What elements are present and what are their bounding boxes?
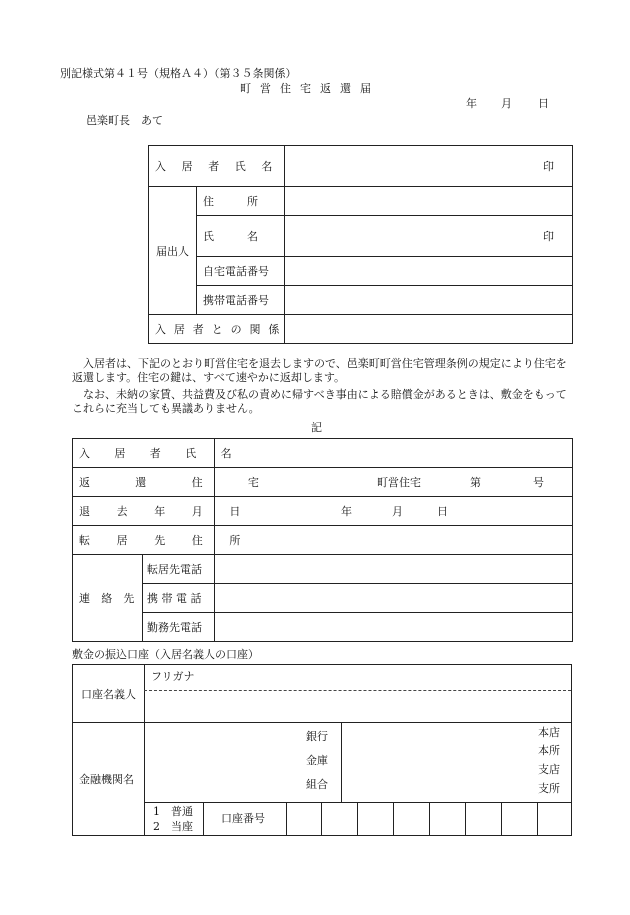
page-title: 町 営 住 宅 返 還 届: [240, 82, 374, 95]
account-digit-box[interactable]: [358, 803, 393, 835]
mobile-phone-field[interactable]: [285, 286, 573, 315]
date-month-label: 月: [501, 97, 512, 110]
house-go: 号: [533, 476, 545, 489]
applicant-table: [148, 145, 573, 344]
detail-resident-name-field[interactable]: [215, 439, 573, 468]
relation-label: 入 居 者 と の 関 係: [149, 315, 285, 344]
ki-label: 記: [311, 421, 322, 434]
new-phone-label: 転居先電話: [143, 555, 215, 584]
furigana-field[interactable]: [145, 665, 571, 690]
leave-date-field[interactable]: [215, 497, 573, 526]
contact-mobile-label: 携 帯 電 話: [143, 584, 215, 613]
leave-year: 年: [341, 505, 353, 518]
account-digit-box[interactable]: [466, 803, 501, 835]
mobile-phone-label: 携帯電話番号: [197, 286, 285, 315]
address-field[interactable]: [285, 187, 573, 216]
account-number-label: 口座番号: [221, 812, 265, 825]
bank-type-2: 金庫: [306, 754, 328, 767]
account-digit-box[interactable]: [430, 803, 465, 835]
contact-label: 連 絡 先: [73, 555, 143, 642]
date-year-label: 年: [466, 97, 477, 110]
name-field[interactable]: [285, 216, 573, 257]
contact-mobile-field[interactable]: [215, 584, 573, 613]
detail-table: [72, 438, 573, 642]
bank-table: [72, 664, 572, 836]
seal-mark: 印: [543, 160, 554, 173]
branch-type-3: 支店: [538, 763, 560, 776]
branch-name-field[interactable]: [342, 723, 571, 802]
holder-label: 口座名義人: [81, 688, 136, 701]
account-digit-box[interactable]: [502, 803, 537, 835]
home-phone-label: 自宅電話番号: [197, 257, 285, 286]
relation-field[interactable]: [285, 315, 573, 344]
bank-type-3: 組合: [306, 778, 328, 791]
account-digit-box[interactable]: [322, 803, 357, 835]
addressee: 邑楽町長 あて: [86, 114, 163, 127]
form-identifier: 別記様式第４１号（規格Ａ４）（第３５条関係）: [60, 67, 297, 80]
name-label: 氏 名: [197, 216, 285, 257]
bank-type-1: 銀行: [306, 730, 328, 743]
account-type-2[interactable]: 2 当座: [153, 820, 193, 833]
statement-paragraph-1: 入居者は、下記のとおり町営住宅を退去しますので、邑楽町町営住宅管理条例の規定により住宅を返還します。住宅の鍵は、すべて速やかに返却します。: [72, 357, 567, 384]
institution-label: 金融機関名: [79, 773, 134, 786]
work-phone-label: 勤務先電話: [143, 613, 215, 642]
furigana-label: フリガナ: [151, 670, 195, 683]
date-day-label: 日: [538, 97, 549, 110]
account-digit-box[interactable]: [394, 803, 429, 835]
resident-name-field[interactable]: [285, 146, 573, 187]
resident-name-label: 入 居 者 氏 名: [149, 146, 285, 187]
leave-month: 月: [392, 505, 404, 518]
new-address-label: 転 居 先 住 所: [73, 526, 215, 555]
work-phone-field[interactable]: [215, 613, 573, 642]
return-house-label: 返 還 住 宅: [73, 468, 215, 497]
new-address-field[interactable]: [215, 526, 573, 555]
new-phone-field[interactable]: [215, 555, 573, 584]
branch-type-1: 本店: [538, 726, 560, 739]
leave-date-label: 退 去 年 月 日: [73, 497, 215, 526]
account-type-divider: [203, 802, 204, 835]
branch-type-4: 支所: [538, 782, 560, 795]
branch-type-2: 本所: [538, 744, 560, 757]
notifier-label: 届出人: [149, 187, 197, 315]
leave-day: 日: [437, 505, 449, 518]
account-digit-box[interactable]: [287, 803, 321, 835]
holder-name-field[interactable]: [145, 691, 571, 722]
account-type-1[interactable]: 1 普通: [153, 805, 193, 818]
home-phone-field[interactable]: [285, 257, 573, 286]
detail-resident-name-label: 入 居 者 氏 名: [73, 439, 215, 468]
house-dai: 第: [470, 476, 482, 489]
return-house-field[interactable]: [215, 468, 573, 497]
address-label: 住 所: [197, 187, 285, 216]
statement-paragraph-2: なお、未納の家賃、共益費及び私の責めに帰すべき事由による賠償金があるときは、敷金をもってこれらに充当しても異議ありません。: [72, 388, 567, 415]
seal-mark: 印: [543, 230, 554, 243]
account-digit-box[interactable]: [538, 803, 571, 835]
house-prefix: 町営住宅: [377, 476, 422, 489]
bank-section-heading: 敷金の振込口座（入居名義人の口座）: [72, 648, 259, 661]
